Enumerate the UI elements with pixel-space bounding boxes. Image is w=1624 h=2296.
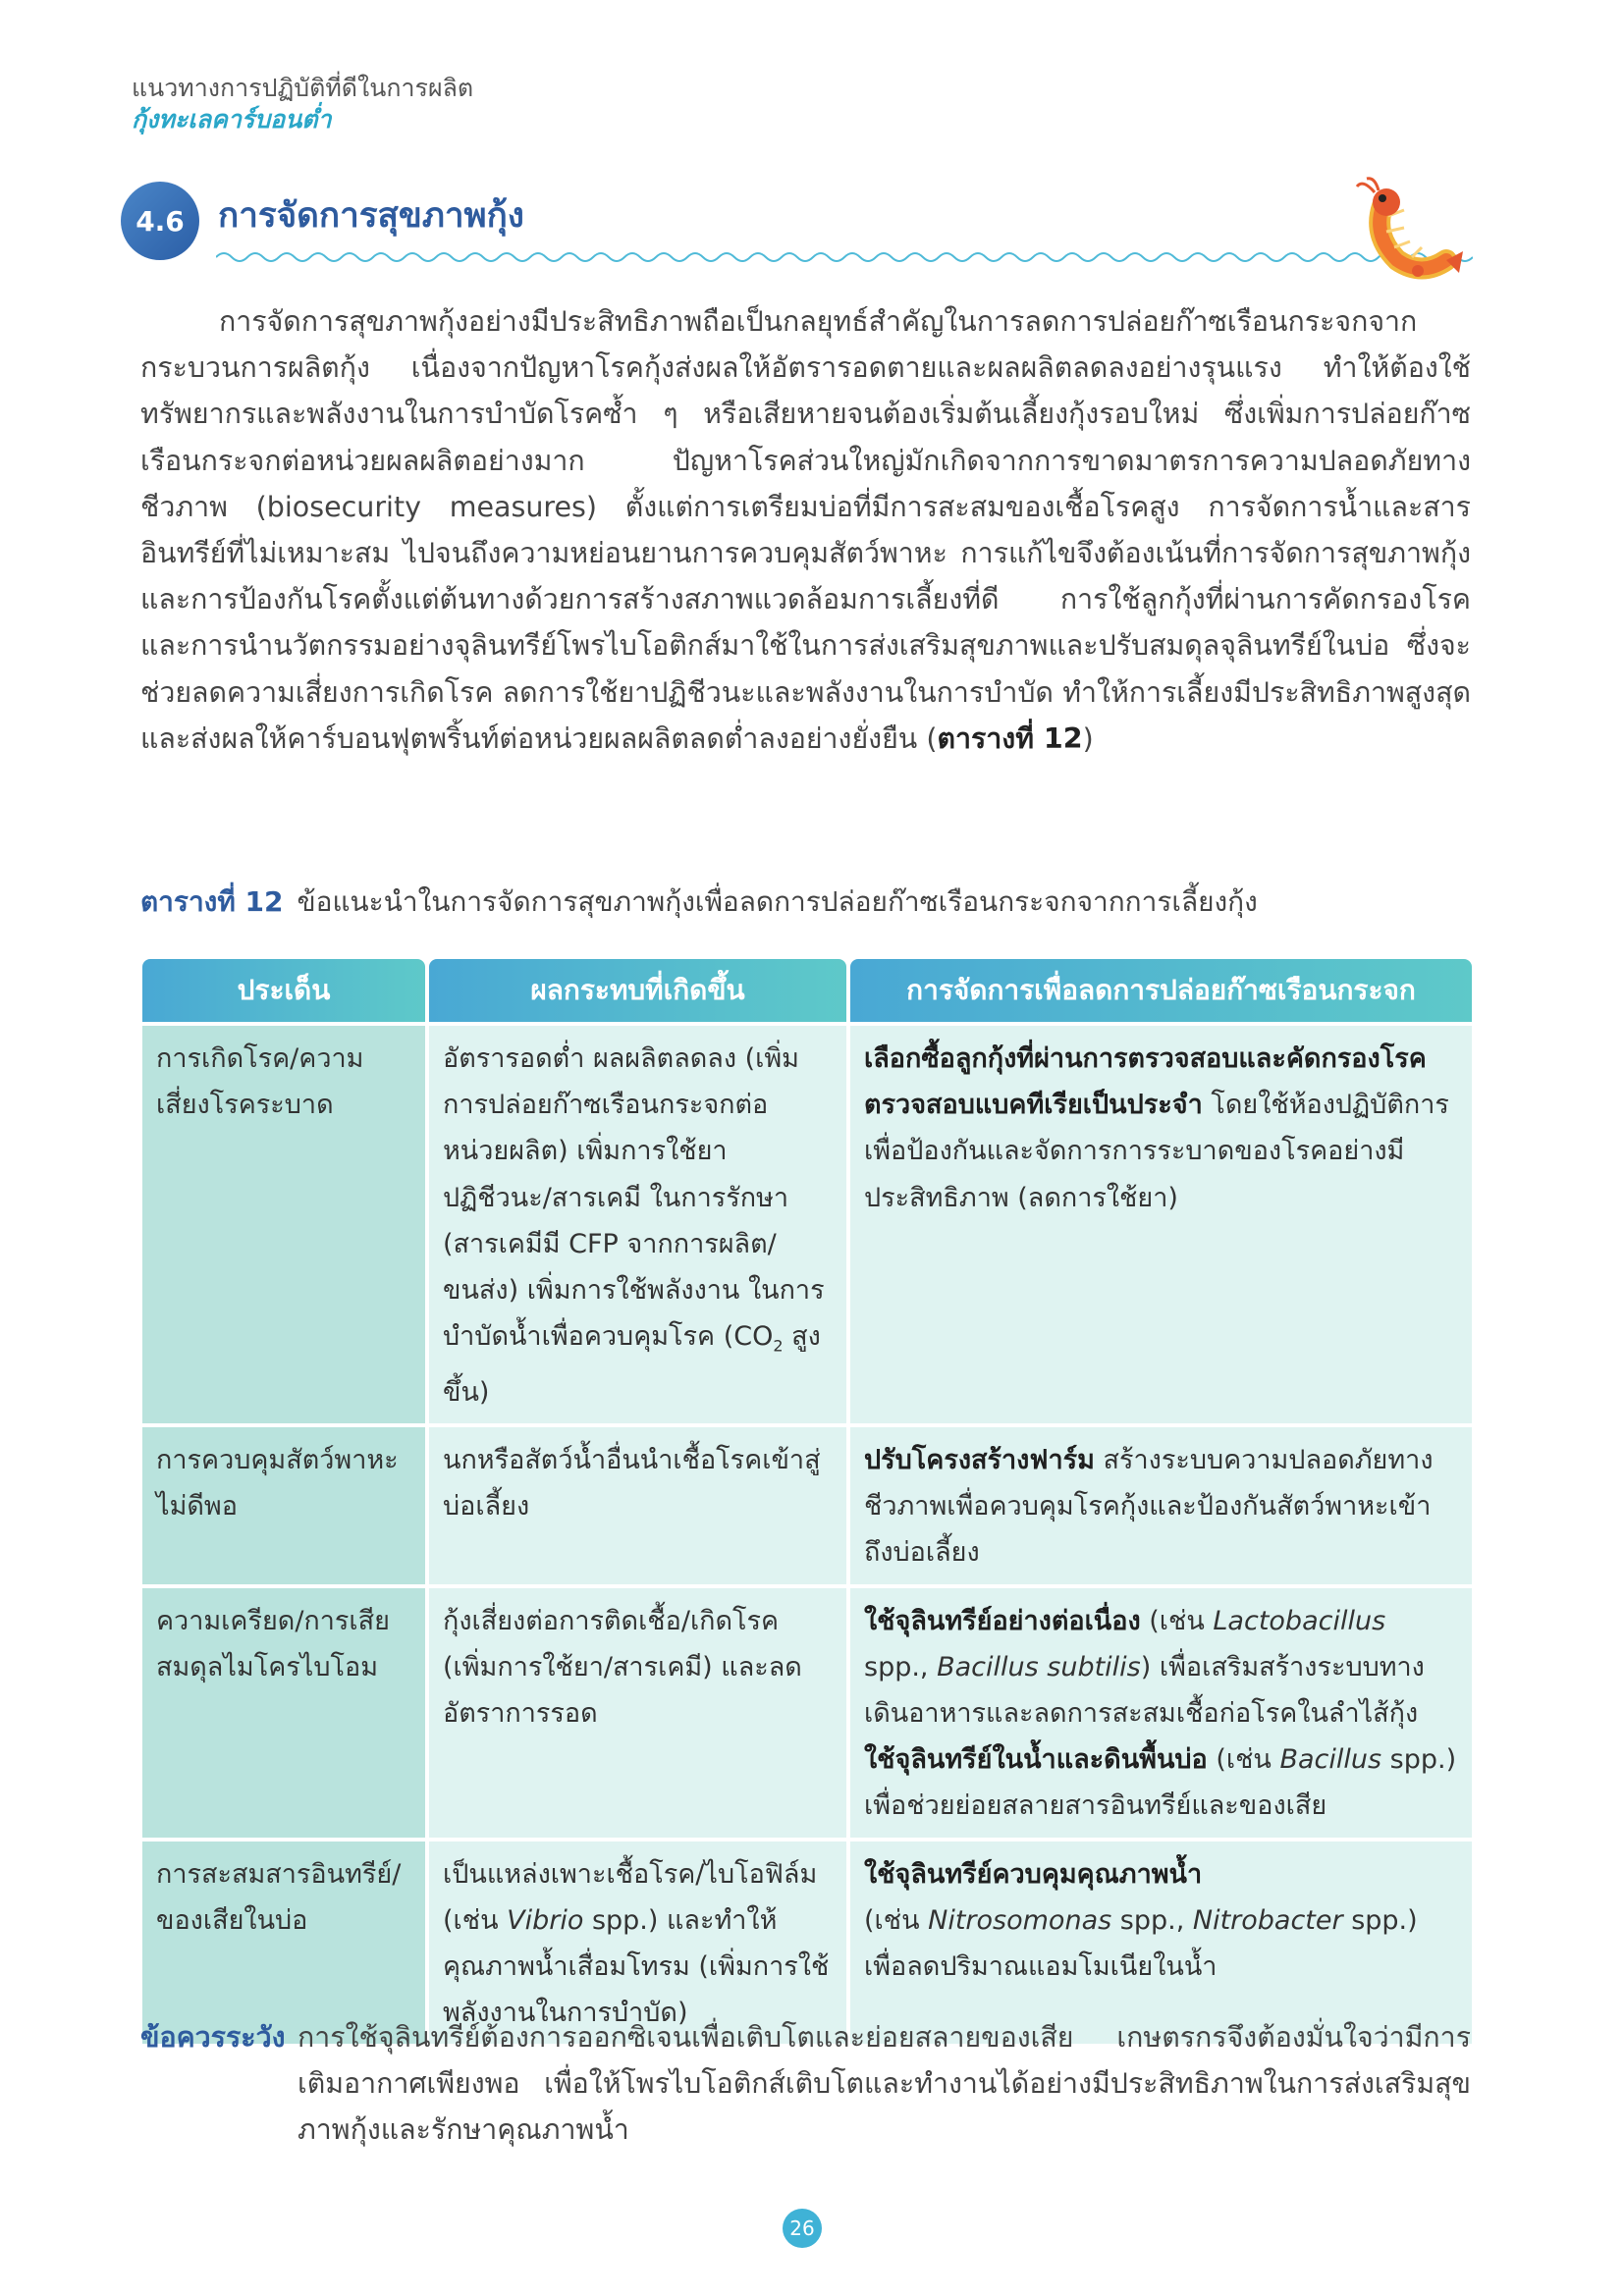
advice-table [138, 955, 1476, 2048]
management-text: spp.) เพื่อลดปริมาณแอมโมเนียในน้ำ [864, 1904, 1418, 1983]
species-name: Lactobacillus [1213, 1605, 1386, 1636]
table-caption [140, 881, 1258, 924]
header-issue: ประเด็น [142, 959, 425, 1022]
management-bold: ใช้จุลินทรีย์อย่างต่อเนื่อง [864, 1605, 1141, 1636]
impact-cell: นกหรือสัตว์น้ำอื่นนำเชื้อโรคเข้าสู่บ่อเลี้ยง [429, 1427, 846, 1584]
impact-text: เป็นแหล่งเพาะเชื้อโรค/ไบโอฟิล์ม (เช่น [443, 1858, 818, 1936]
paragraph-close: ) [1082, 721, 1094, 755]
running-head [132, 73, 473, 135]
management-bold: เลือกซื้อลูกกุ้งที่ผ่านการตรวจสอบและคัดกรองโรค [864, 1043, 1427, 1074]
impact-cell [429, 1026, 846, 1423]
species-name: Nitrobacter [1192, 1904, 1343, 1936]
management-text: (เช่น [1140, 1605, 1214, 1636]
table-header-row [142, 959, 1472, 1022]
issue-cell: การเกิดโรค/ความเสี่ยงโรคระบาด [142, 1026, 425, 1423]
section-title: การจัดการสุขภาพกุ้ง [218, 196, 524, 236]
table-row [142, 1588, 1472, 1838]
table-row [142, 1427, 1472, 1584]
management-cell [850, 1588, 1472, 1838]
management-bold: ตรวจสอบแบคทีเรียเป็นประจำ [864, 1090, 1203, 1121]
management-text: ) เพื่อเสริมสร้างระบบทางเดินอาหารและลดการสะสมเชื้อก่อโรคในลำไส้กุ้ง [864, 1651, 1425, 1730]
page-number: 26 [783, 2209, 822, 2248]
co2-subscript: 2 [773, 1336, 784, 1356]
section-number-badge: 4.6 [121, 182, 199, 260]
header-management: การจัดการเพื่อลดการปล่อยก๊าซเรือนกระจก [850, 959, 1472, 1022]
management-text: spp.) เพื่อช่วยย่อยสลายสารอินทรีย์และของเสีย [864, 1744, 1457, 1822]
book-subtitle: กุ้งทะเลคาร์บอนต่ำ [132, 105, 332, 133]
management-bold: ใช้จุลินทรีย์ควบคุมคุณภาพน้ำ [864, 1858, 1203, 1890]
impact-text-end: สูงขึ้น) [443, 1321, 821, 1408]
paragraph-text: การจัดการสุขภาพกุ้งอย่างมีประสิทธิภาพถือเป็นกลยุทธ์สำคัญในการลดการปล่อยก๊าซเรือนกระจกจากกระบวนการผลิตกุ้ง เนื่องจากปัญหาโรคกุ้งส่งผลให้อัตรารอดตายและผลผลิตลดลงอย่างรุนแรง ทำให้ต้องใช้ทรัพยากรและพลังงานในการบำบัดโรคซ้ำ ๆ หรือเสียหายจนต้องเริ่มต้นเลี้ยงกุ้งรอบใหม่ ซึ่งเพิ่มการปล่อยก๊าซเรือนกระจกต่อหน่วยผลผลิตอย่างมาก ปัญหาโรคส่วนใหญ่มักเกิดจากการขาดมาตรการความปลอดภัยทางชีวภาพ (biosecurity measures) ตั้งแต่การเตรียมบ่อที่มีการสะสมของเชื้อโรคสูง การจัดการน้ำและสารอินทรีย์ที่ไม่เหมาะสม ไปจนถึงความหย่อนยานการควบคุมสัตว์พาหะ การแก้ไขจึงต้องเน้นที่การจัดการสุขภาพกุ้งและการป้องกันโรคตั้งแต่ต้นทางด้วยการสร้างสภาพแวดล้อมการเลี้ยงที่ดี การใช้ลูกกุ้งที่ผ่านการคัดกรองโรค และการนำนวัตกรรมอย่างจุลินทรีย์โพรไบโอติกส์มาใช้ในการส่งเสริมสุขภาพและปรับสมดุลจุลินทรีย์ในบ่อ ซึ่งจะช่วยลดความเสี่ยงการเกิดโรค ลดการใช้ยาปฏิชีวนะและพลังงานในการบำบัด ทำให้การเลี้ยงมีประสิทธิภาพสูงสุดและส่งผลให้คาร์บอนฟุตพริ้นท์ต่อหน่วยผลผลิตลดต่ำลงอย่างยั่งยืน ( [140, 305, 1471, 755]
management-bold: ปรับโครงสร้างฟาร์ม [864, 1445, 1095, 1476]
header-impact: ผลกระทบที่เกิดขึ้น [429, 959, 846, 1022]
management-bold: ใช้จุลินทรีย์ในน้ำและดินพื้นบ่อ [864, 1744, 1208, 1776]
table-caption-label: ตารางที่ 12 [140, 885, 284, 918]
table-reference: ตารางที่ 12 [937, 721, 1083, 755]
management-text: สร้างระบบความปลอดภัยทางชีวภาพเพื่อควบคุมโรคกุ้งและป้องกันสัตว์พาหะเข้าถึงบ่อเลี้ยง [864, 1445, 1434, 1569]
species-name: Vibrio [507, 1904, 584, 1936]
book-title: แนวทางการปฏิบัติที่ดีในการผลิต [132, 74, 474, 102]
management-text: (เช่น [864, 1904, 929, 1936]
management-cell [850, 1427, 1472, 1584]
shrimp-icon [1353, 177, 1469, 280]
caution-note [140, 2014, 1471, 2154]
table-row [142, 1026, 1472, 1423]
issue-cell: ความเครียด/การเสียสมดุลไมโครไบโอม [142, 1588, 425, 1838]
impact-text: อัตรารอดต่ำ ผลผลิตลดลง (เพิ่มการปล่อยก๊าซเรือนกระจกต่อหน่วยผลิต) เพิ่มการใช้ยาปฏิชีวนะ/สารเคมี ในการรักษา (สารเคมีมี CFP จากการผลิต/ขนส่ง) เพิ่มการใช้พลังงาน ในการบำบัดน้ำเพื่อควบคุมโรค (CO [443, 1043, 825, 1353]
management-cell [850, 1026, 1472, 1423]
body-paragraph [140, 298, 1471, 762]
management-text: spp., [1111, 1904, 1193, 1936]
wave-divider [216, 247, 1473, 267]
species-name: Bacillus subtilis [937, 1651, 1141, 1682]
species-name: Bacillus [1279, 1744, 1382, 1776]
caution-label: ข้อควรระวัง [140, 2021, 286, 2054]
table-caption-text: ข้อแนะนำในการจัดการสุขภาพกุ้งเพื่อลดการปล่อยก๊าซเรือนกระจกจากการเลี้ยงกุ้ง [297, 885, 1258, 918]
impact-text-end: spp.) และทำให้คุณภาพน้ำเสื่อมโทรม (เพิ่มการใช้พลังงานในการบำบัด) [443, 1904, 830, 2029]
management-text: (เช่น [1207, 1744, 1280, 1776]
impact-cell: กุ้งเสี่ยงต่อการติดเชื้อ/เกิดโรค (เพิ่มการใช้ยา/สารเคมี) และลดอัตราการรอด [429, 1588, 846, 1838]
issue-cell: การควบคุมสัตว์พาหะไม่ดีพอ [142, 1427, 425, 1584]
issue-cell: การสะสมสารอินทรีย์/ของเสียในบ่อ [142, 1842, 425, 2045]
management-text: spp., [864, 1651, 938, 1682]
management-text: โดยใช้ห้องปฏิบัติการเพื่อป้องกันและจัดการการระบาดของโรคอย่างมีประสิทธิภาพ (ลดการใช้ยา) [864, 1090, 1449, 1213]
species-name: Nitrosomonas [928, 1904, 1112, 1936]
caution-text: การใช้จุลินทรีย์ต้องการออกซิเจนเพื่อเติบโตและย่อยสลายของเสีย เกษตรกรจึงต้องมั่นใจว่ามีการเติมอากาศเพียงพอ เพื่อให้โพรไบโอติกส์เติบโตและทำงานได้อย่างมีประสิทธิภาพในการส่งเสริมสุขภาพกุ้งและรักษาคุณภาพน้ำ [298, 2021, 1471, 2147]
